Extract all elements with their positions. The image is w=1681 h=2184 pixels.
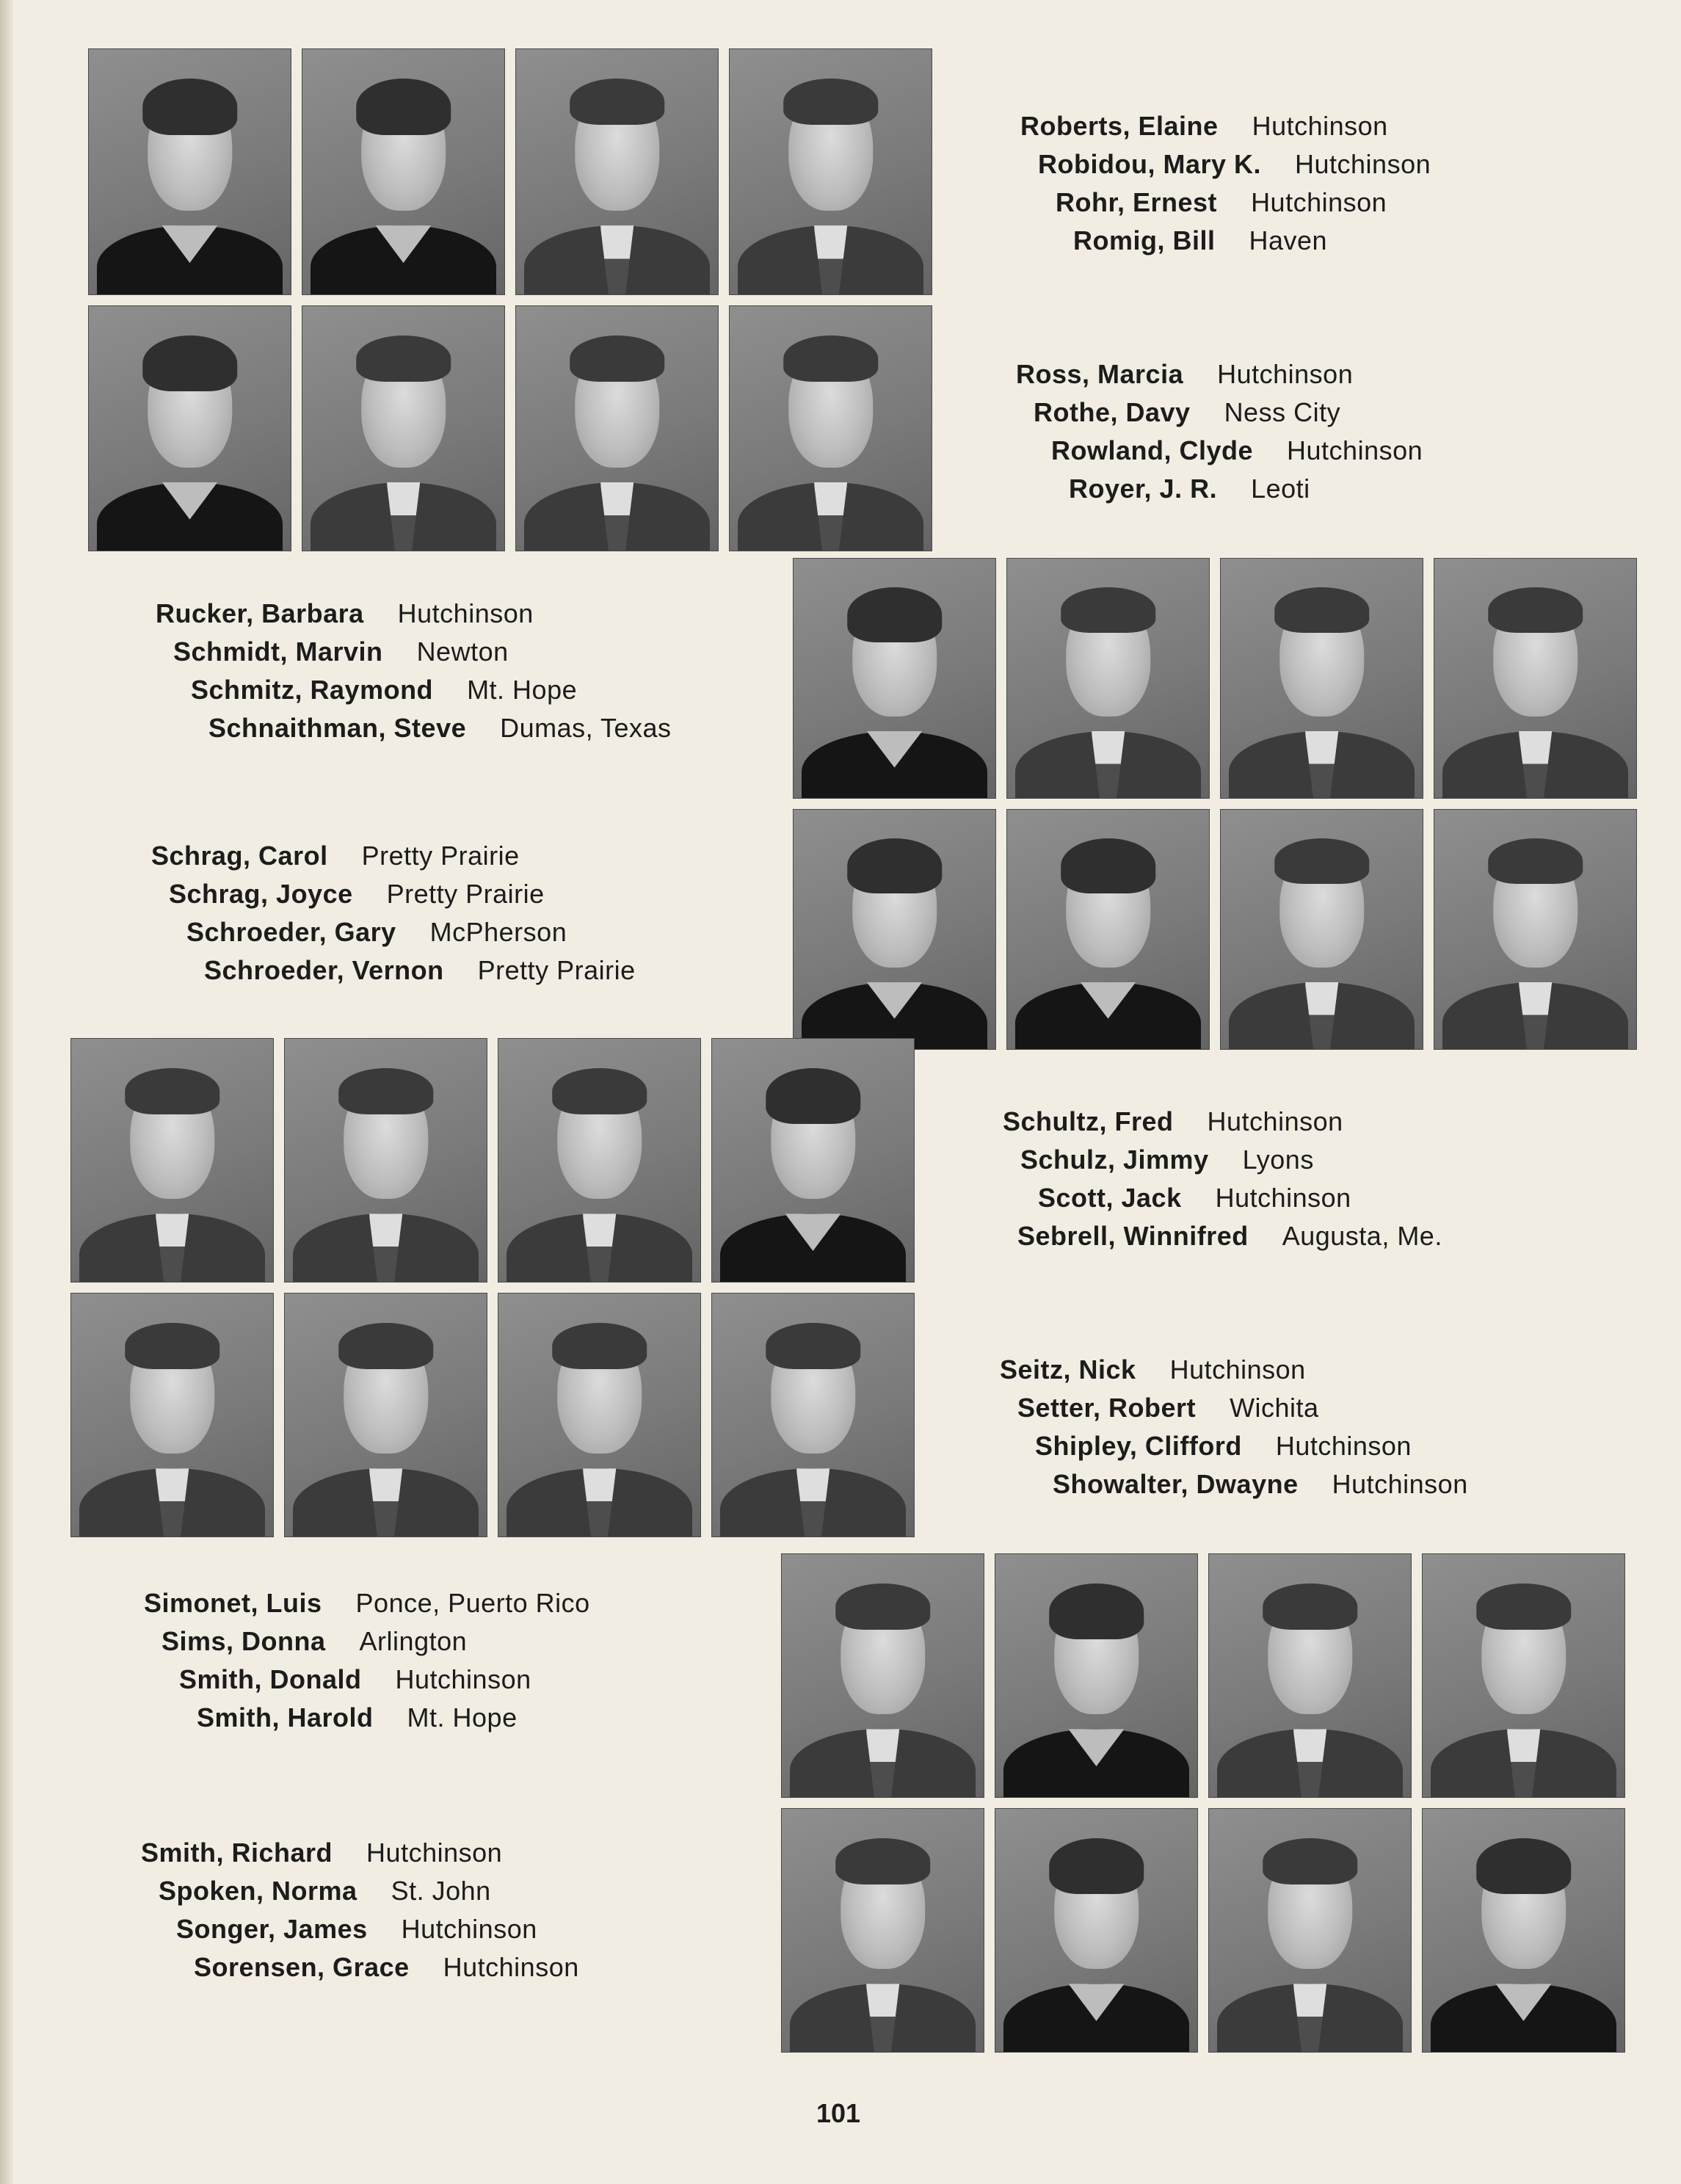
student-entry xyxy=(141,1834,579,1872)
student-name: Schroeder, Vernon xyxy=(204,955,444,985)
student-entry xyxy=(1038,145,1431,184)
name-list-group-4-bottom xyxy=(141,1834,579,1987)
student-hometown: Newton xyxy=(416,636,509,667)
student-entry xyxy=(1035,1427,1468,1465)
student-hometown: Ness City xyxy=(1224,397,1341,427)
student-hometown: Hutchinson xyxy=(1275,1431,1412,1461)
student-entry xyxy=(156,595,672,633)
student-entry xyxy=(179,1661,590,1699)
student-portrait xyxy=(995,1553,1198,1798)
student-hometown: Mt. Hope xyxy=(467,675,578,705)
student-hometown: Haven xyxy=(1249,225,1328,255)
student-portrait xyxy=(88,305,291,552)
photo-block-3 xyxy=(70,1038,915,1537)
student-name: Simonet, Luis xyxy=(144,1588,322,1618)
student-entry xyxy=(151,837,636,875)
student-portrait xyxy=(284,1038,487,1283)
student-hometown: Leoti xyxy=(1251,474,1310,504)
student-name: Royer, J. R. xyxy=(1069,474,1218,504)
student-hometown: Mt. Hope xyxy=(407,1702,518,1733)
student-name: Schnaithman, Steve xyxy=(208,713,467,743)
student-hometown: Ponce, Puerto Rico xyxy=(355,1588,590,1618)
student-portrait xyxy=(498,1293,701,1537)
student-entry xyxy=(161,1622,590,1661)
student-entry xyxy=(1056,184,1431,222)
student-name: Sims, Donna xyxy=(161,1626,326,1656)
student-entry xyxy=(1069,470,1423,508)
student-hometown: Hutchinson xyxy=(1169,1354,1306,1385)
student-hometown: Hutchinson xyxy=(1251,187,1387,217)
student-entry xyxy=(144,1584,590,1622)
student-portrait xyxy=(515,305,719,552)
student-entry xyxy=(1017,1217,1442,1255)
student-hometown: Dumas, Texas xyxy=(500,713,672,743)
student-name: Smith, Harold xyxy=(197,1702,374,1733)
student-portrait xyxy=(729,305,932,552)
student-hometown: Hutchinson xyxy=(1252,111,1388,141)
student-hometown: St. John xyxy=(391,1876,491,1906)
name-list-group-3-top xyxy=(1003,1103,1442,1255)
student-portrait xyxy=(711,1038,915,1283)
student-portrait xyxy=(515,48,719,295)
student-hometown: Hutchinson xyxy=(1332,1469,1468,1499)
student-entry xyxy=(204,951,636,990)
student-hometown: Hutchinson xyxy=(1295,149,1431,179)
student-name: Scott, Jack xyxy=(1038,1183,1182,1213)
student-name: Roberts, Elaine xyxy=(1020,111,1219,141)
student-hometown: Hutchinson xyxy=(443,1952,579,1982)
student-name: Rowland, Clyde xyxy=(1051,435,1254,465)
student-portrait xyxy=(995,1808,1198,2053)
student-name: Setter, Robert xyxy=(1017,1393,1197,1423)
student-name: Schmitz, Raymond xyxy=(191,675,434,705)
student-hometown: Hutchinson xyxy=(1207,1106,1343,1136)
student-portrait xyxy=(1208,1808,1412,2053)
page-number: 101 xyxy=(816,2098,861,2128)
student-hometown: Wichita xyxy=(1230,1393,1319,1423)
student-entry xyxy=(1000,1351,1468,1389)
student-hometown: Hutchinson xyxy=(401,1914,537,1944)
student-name: Smith, Donald xyxy=(179,1664,362,1694)
student-hometown: Arlington xyxy=(359,1626,468,1656)
student-portrait xyxy=(781,1808,984,2053)
student-entry xyxy=(176,1910,579,1948)
photo-block-2 xyxy=(793,558,1637,1050)
student-entry xyxy=(1017,1389,1468,1427)
name-list-group-2-top xyxy=(156,595,672,747)
student-entry xyxy=(208,709,672,747)
student-name: Rucker, Barbara xyxy=(156,598,364,628)
student-entry xyxy=(1034,393,1423,432)
student-entry xyxy=(1016,355,1423,393)
student-hometown: Hutchinson xyxy=(1217,359,1354,389)
student-portrait xyxy=(70,1038,274,1283)
student-name: Rohr, Ernest xyxy=(1056,187,1218,217)
student-hometown: Hutchinson xyxy=(397,598,534,628)
student-portrait xyxy=(498,1038,701,1283)
student-hometown: Pretty Prairie xyxy=(386,879,545,909)
student-portrait xyxy=(1208,1553,1412,1798)
student-entry xyxy=(1038,1179,1442,1217)
student-entry xyxy=(197,1699,590,1737)
student-portrait xyxy=(70,1293,274,1537)
student-hometown: Lyons xyxy=(1242,1144,1314,1175)
student-name: Schmidt, Marvin xyxy=(173,636,383,667)
student-entry xyxy=(1020,1141,1442,1179)
student-portrait xyxy=(302,48,505,295)
student-portrait xyxy=(793,558,996,799)
student-hometown: Hutchinson xyxy=(366,1837,503,1868)
student-entry xyxy=(1020,107,1431,145)
student-name: Seitz, Nick xyxy=(1000,1354,1136,1385)
student-entry xyxy=(159,1872,579,1910)
name-list-group-4-top xyxy=(144,1584,590,1737)
student-name: Showalter, Dwayne xyxy=(1053,1469,1299,1499)
student-portrait xyxy=(1422,1808,1625,2053)
photo-block-4 xyxy=(781,1553,1625,2053)
student-entry xyxy=(194,1948,579,1987)
student-entry xyxy=(1073,222,1431,260)
student-hometown: Pretty Prairie xyxy=(361,841,520,871)
page-binding-edge xyxy=(0,0,13,2184)
student-hometown: Pretty Prairie xyxy=(477,955,636,985)
student-name: Schroeder, Gary xyxy=(186,917,396,947)
student-portrait xyxy=(1434,558,1637,799)
student-name: Smith, Richard xyxy=(141,1837,333,1868)
student-portrait xyxy=(1220,809,1423,1050)
student-name: Schultz, Fred xyxy=(1003,1106,1174,1136)
name-list-group-2-bottom xyxy=(151,837,636,990)
student-name: Schrag, Joyce xyxy=(169,879,353,909)
student-entry xyxy=(1003,1103,1442,1141)
student-portrait xyxy=(88,48,291,295)
student-hometown: Hutchinson xyxy=(395,1664,531,1694)
student-name: Romig, Bill xyxy=(1073,225,1216,255)
student-portrait xyxy=(793,809,996,1050)
student-portrait xyxy=(1220,558,1423,799)
student-entry xyxy=(186,913,636,951)
student-name: Schulz, Jimmy xyxy=(1020,1144,1209,1175)
student-portrait xyxy=(1422,1553,1625,1798)
student-name: Spoken, Norma xyxy=(159,1876,357,1906)
student-entry xyxy=(173,633,672,671)
student-portrait xyxy=(1434,809,1637,1050)
student-name: Ross, Marcia xyxy=(1016,359,1184,389)
photo-block-1 xyxy=(88,48,932,551)
student-entry xyxy=(1053,1465,1468,1503)
name-list-group-1-top xyxy=(1020,107,1431,260)
student-entry xyxy=(191,671,672,709)
student-portrait xyxy=(1006,809,1210,1050)
student-portrait xyxy=(781,1553,984,1798)
student-hometown: Hutchinson xyxy=(1287,435,1423,465)
student-portrait xyxy=(284,1293,487,1537)
student-name: Sorensen, Grace xyxy=(194,1952,410,1982)
student-hometown: McPherson xyxy=(429,917,567,947)
student-name: Rothe, Davy xyxy=(1034,397,1191,427)
student-hometown: Hutchinson xyxy=(1215,1183,1351,1213)
student-entry xyxy=(169,875,636,913)
student-portrait xyxy=(729,48,932,295)
student-portrait xyxy=(1006,558,1210,799)
student-name: Robidou, Mary K. xyxy=(1038,149,1261,179)
student-name: Sebrell, Winnifred xyxy=(1017,1221,1249,1251)
student-hometown: Augusta, Me. xyxy=(1282,1221,1442,1251)
name-list-group-1-bottom xyxy=(1016,355,1423,508)
student-entry xyxy=(1051,432,1423,470)
student-portrait xyxy=(711,1293,915,1537)
student-name: Shipley, Clifford xyxy=(1035,1431,1242,1461)
student-portrait xyxy=(302,305,505,552)
student-name: Songer, James xyxy=(176,1914,368,1944)
name-list-group-3-bottom xyxy=(1000,1351,1468,1503)
student-name: Schrag, Carol xyxy=(151,841,328,871)
